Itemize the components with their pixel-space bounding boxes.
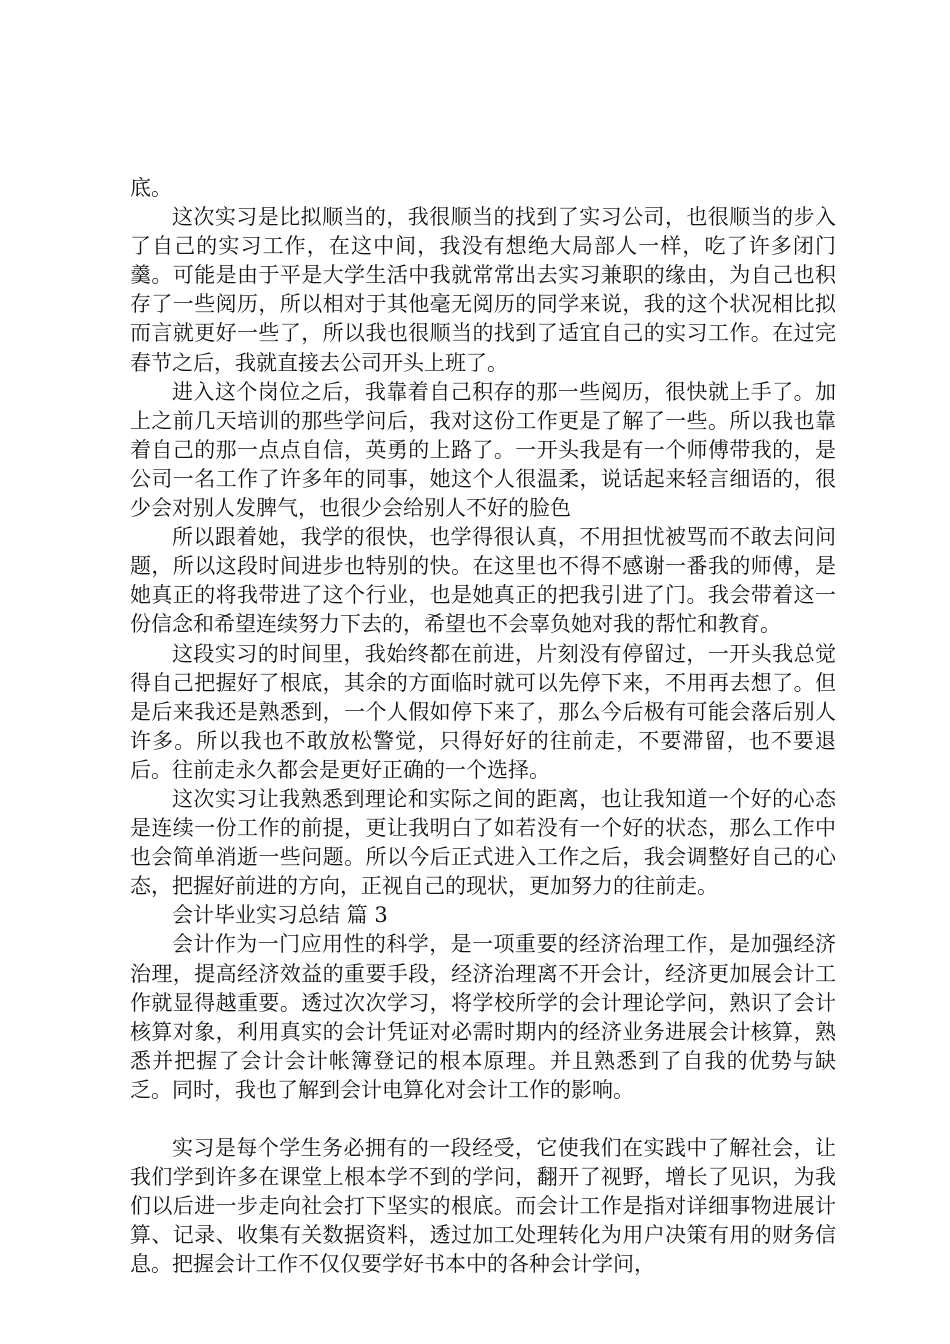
paragraph: 这段实习的时间里，我始终都在前进，片刻没有停留过，一开头我总觉得自己把握好了根底，其余的方面临时就可以先停下来，不用再去想了。但是后来我还是熟悉到，一个人假如停下来了，那么今后极有可能会落后别人许多。所以我也不敢放松警觉，只得好好的往前走，不要滞留，也不要退后。往前走永久都会是更好正确的一个选择。: [130, 641, 836, 782]
paragraph: 实习是每个学生务必拥有的一段经受，它使我们在实践中了解社会，让我们学到许多在课堂上根本学不到的学问，翻开了视野，增长了见识，为我们以后进一步走向社会打下坚实的根底。而会计工作是指对详细事物进展计算、记录、收集有关数据资料，透过加工处理转化为用户决策有用的财务信息。把握会计工作不仅仅要学好书本中的各种会计学问，: [130, 1136, 836, 1277]
document-body: [130, 174, 836, 1280]
section-heading: 会计毕业实习总结 篇 3: [172, 903, 388, 928]
paragraph-continuation: 底。: [130, 176, 172, 200]
paragraph: 这次实习让我熟悉到理论和实际之间的距离，也让我知道一个好的心态是连续一份工作的前提，更让我明白了如若没有一个好的状态，那么工作中也会简单消逝一些问题。所以今后正式进入工作之后，我会调整好自己的心态，把握好前进的方向，正视自己的现状，更加努力的往前走。: [130, 786, 836, 899]
blank-line: [130, 1105, 836, 1134]
paragraph: 会计作为一门应用性的科学，是一项重要的经济治理工作，是加强经济治理，提高经济效益的重要手段，经济治理离不开会计，经济更加展会计工作就显得越重要。透过次次学习，将学校所学的会计理论学问，熟识了会计核算对象，利用真实的会计凭证对必需时期内的经济业务进展会计核算，熟悉并把握了会计会计帐簿登记的根本原理。并且熟悉到了自我的优势与缺乏。同时，我也了解到会计电算化对会计工作的影响。: [130, 932, 836, 1102]
paragraph: 进入这个岗位之后，我靠着自己积存的那一些阅历，很快就上手了。加上之前几天培训的那些学问后，我对这份工作更是了解了一些。所以我也靠着自己的那一点点自信，英勇的上路了。一开头我是有一个师傅带我的，是公司一名工作了许多年的同事，她这个人很温柔，说话起来轻言细语的，很少会对别人发脾气，也很少会给别人不好的脸色: [130, 379, 836, 521]
paragraph: 这次实习是比拟顺当的，我很顺当的找到了实习公司，也很顺当的步入了自己的实习工作，在这中间，我没有想绝大局部人一样，吃了许多闭门羹。可能是由于平是大学生活中我就常常出去实习兼职的缘由，为自己也积存了一些阅历，所以相对于其他毫无阅历的同学来说，我的这个状况相比拟而言就更好一些了，所以我也很顺当的找到了适宜自己的实习工作。在过完春节之后，我就直接去公司开头上班了。: [130, 205, 836, 375]
paragraph: 所以跟着她，我学的很快，也学得很认真，不用担忧被骂而不敢去问问题，所以这段时间进步也特别的快。在这里也不得不感谢一番我的师傅，是她真正的将我带进了这个行业，也是她真正的把我引进了门。我会带着这一份信念和希望连续努力下去的，希望也不会辜负她对我的帮忙和教育。: [130, 525, 836, 637]
